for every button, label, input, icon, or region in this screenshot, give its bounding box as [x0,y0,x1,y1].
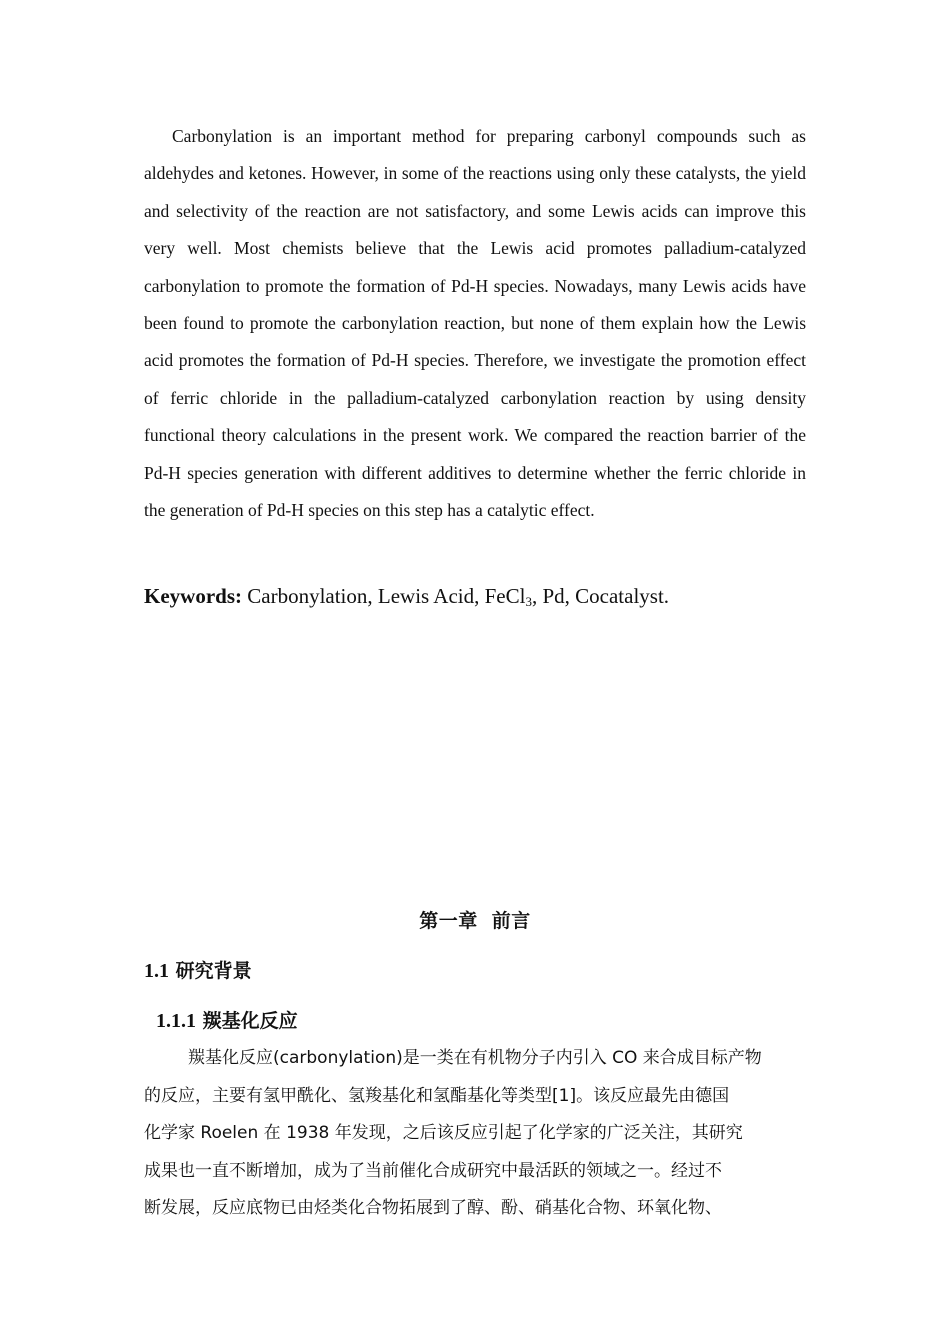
chapter-title [0,906,950,933]
body-paragraph [144,1040,806,1228]
keywords-label: Keywords: [144,584,242,608]
abstract-text: Carbonylation is an important method for preparing carbonyl compounds such as aldehydes and ketones. However, in some of the reactions using only these catalysts, the yield and selectivity of the reaction are not satisfactory, and some Lewis acids can improve this very well. Most chemists believe that the Lewis acid promotes palladium-catalyzed carbonylation to promote the formation of Pd-H species. Nowadays, many Lewis acids have been found to promote the carbonylation reaction, but none of them explain how the Lewis acid promotes the formation of Pd-H species. Therefore, we investigate the promotion effect of ferric chloride in the palladium-catalyzed carbonylation reaction by using density functional theory calculations in the present work. We compared the reaction barrier of the Pd-H species generation with different additives to determine whether the ferric chloride in the generation of Pd-H species on this step has a catalytic effect. [144,126,806,521]
keywords-text: Carbonylation, Lewis Acid, FeCl [247,584,526,608]
section-heading-1-1 [144,956,252,983]
body-line: 断发展，反应底物已由烃类化合物拓展到了醇、酚、硝基化合物、环氧化物、 [144,1198,722,1218]
section-heading-1-1-1 [156,1006,298,1033]
subsection-title: 羰基化反应 [202,1010,298,1032]
subsection-number: 1.1.1 [156,1010,196,1032]
body-line: 成果也一直不断增加，成为了当前催化合成研究中最活跃的领域之一。经过不 [144,1160,722,1181]
body-line: 羰基化反应(carbonylation)是一类在有机物分子内引入 CO 来合成目标产物 [188,1048,762,1068]
body-line: 化学家 Roelen 在 1938 年发现，之后该反应引起了化学家的广泛关注，其研究 [144,1123,743,1143]
body-line: 的反应，主要有氢甲酰化、氢羧基化和氢酯基化等类型[1]。该反应最先由德国 [144,1085,730,1106]
keywords-subscript: 3 [525,594,532,609]
section-title: 研究背景 [175,960,252,982]
abstract-paragraph [144,118,806,529]
section-number: 1.1 [144,960,169,982]
keywords-line [144,580,806,612]
chapter-number: 第一章 [419,910,478,932]
chapter-name: 前言 [491,910,531,932]
keywords-text-end: , Pd, Cocatalyst. [531,584,670,608]
